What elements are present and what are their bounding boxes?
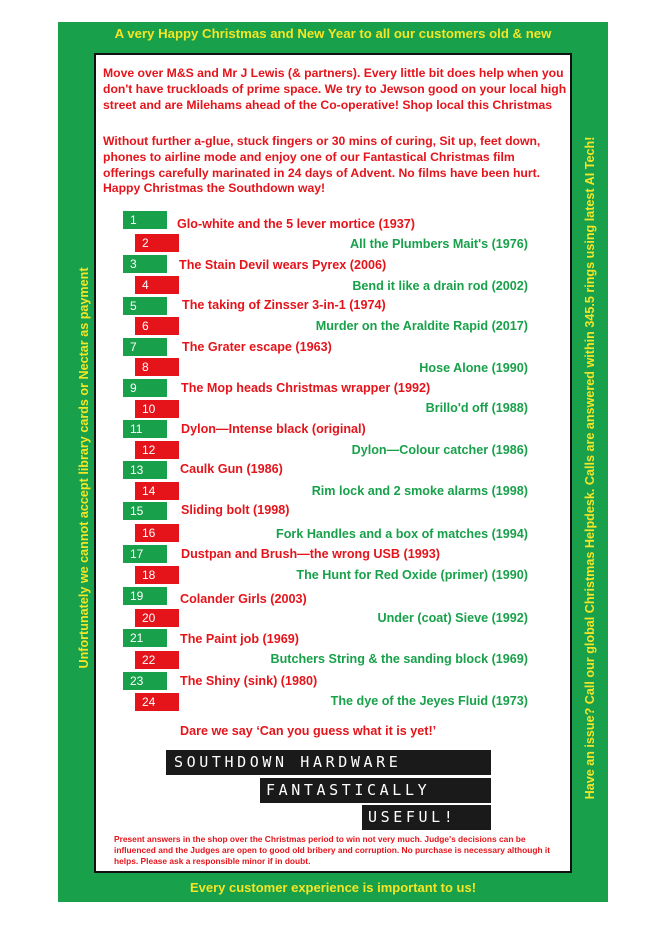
film-title-3: The Stain Devil wears Pyrex (2006) xyxy=(179,258,387,272)
film-title-19: Colander Girls (2003) xyxy=(180,592,307,606)
advent-number-1: 1 xyxy=(123,211,167,229)
film-title-4: Bend it like a drain rod (2002) xyxy=(352,279,528,293)
advent-number-8: 8 xyxy=(135,358,179,376)
advent-number-5: 5 xyxy=(123,297,167,315)
slogan-line-1: SOUTHDOWN HARDWARE xyxy=(166,750,491,775)
film-title-2: All the Plumbers Mait's (1976) xyxy=(350,237,528,251)
advent-number-14: 14 xyxy=(135,482,179,500)
film-title-15: Sliding bolt (1998) xyxy=(181,503,290,517)
advent-number-18: 18 xyxy=(135,566,179,584)
top-banner: A very Happy Christmas and New Year to all our customers old & new xyxy=(114,26,552,41)
film-title-7: The Grater escape (1963) xyxy=(182,340,332,354)
advent-number-22: 22 xyxy=(135,651,179,669)
film-title-22: Butchers String & the sanding block (1969) xyxy=(270,652,528,666)
film-title-24: The dye of the Jeyes Fluid (1973) xyxy=(330,694,528,708)
advent-number-4: 4 xyxy=(135,276,179,294)
film-title-10: Brillo'd off (1988) xyxy=(425,401,528,415)
intro-paragraph-2: Without further a-glue, stuck fingers or 30 mins of curing, Sit up, feet down, phones to airline mode and enjoy one of our Fantastical Christmas film offerings carefully marinated in 24 days of Advent. No films have been hurt. Happy Christmas the Southdown way! xyxy=(103,134,541,196)
film-title-1: Glo-white and the 5 lever mortice (1937) xyxy=(177,217,415,231)
film-title-11: Dylon—Intense black (original) xyxy=(181,422,366,436)
advent-number-20: 20 xyxy=(135,609,179,627)
film-title-8: Hose Alone (1990) xyxy=(419,361,528,375)
film-title-20: Under (coat) Sieve (1992) xyxy=(377,611,528,625)
film-title-13: Caulk Gun (1986) xyxy=(180,462,283,476)
intro-paragraph-1: Move over M&S and Mr J Lewis (& partners). Every little bit does help when you don't have truckloads of prime space. We try to Jewson good on your local high street and are Milehams ahead of the Co-operative! Shop local this Christmas xyxy=(103,66,567,112)
film-title-14: Rim lock and 2 smoke alarms (1998) xyxy=(311,484,528,498)
advent-number-3: 3 xyxy=(123,255,167,273)
advent-number-17: 17 xyxy=(123,545,167,563)
advent-number-2: 2 xyxy=(135,234,179,252)
film-title-5: The taking of Zinsser 3-in-1 (1974) xyxy=(182,298,386,312)
film-title-12: Dylon—Colour catcher (1986) xyxy=(351,443,528,457)
advent-number-24: 24 xyxy=(135,693,179,711)
film-title-9: The Mop heads Christmas wrapper (1992) xyxy=(181,381,431,395)
advent-number-23: 23 xyxy=(123,672,167,690)
bottom-banner: Every customer experience is important to us! xyxy=(189,880,477,895)
advent-number-12: 12 xyxy=(135,441,179,459)
advent-number-15: 15 xyxy=(123,502,167,520)
advent-number-16: 16 xyxy=(135,524,179,542)
slogan-line-3: USEFUL! xyxy=(362,805,491,830)
advent-number-9: 9 xyxy=(123,379,167,397)
slogan-line-2: FANTASTICALLY xyxy=(260,778,491,803)
advent-number-6: 6 xyxy=(135,317,179,335)
dare-line: Dare we say ‘Can you guess what it is yet!’ xyxy=(180,724,437,738)
advent-number-11: 11 xyxy=(123,420,167,438)
film-title-18: The Hunt for Red Oxide (primer) (1990) xyxy=(296,568,528,582)
fine-print: Present answers in the shop over the Christmas period to win not very much. Judge's decisions can be influenced and the Judges are open to good old bribery and corruption. No purchase is necessary although it helps. Please ask a responsible minor if in doubt. xyxy=(114,834,551,866)
advent-number-10: 10 xyxy=(135,400,179,418)
film-title-21: The Paint job (1969) xyxy=(180,632,299,646)
left-side-banner: Unfortunately we cannot accept library cards or Nectar as payment xyxy=(77,267,91,669)
advent-number-7: 7 xyxy=(123,338,167,356)
film-title-17: Dustpan and Brush—the wrong USB (1993) xyxy=(181,547,440,561)
advent-number-13: 13 xyxy=(123,461,167,479)
film-title-6: Murder on the Araldite Rapid (2017) xyxy=(315,319,528,333)
film-title-23: The Shiny (sink) (1980) xyxy=(180,674,318,688)
advent-number-19: 19 xyxy=(123,587,167,605)
advent-number-21: 21 xyxy=(123,629,167,647)
right-side-banner: Have an issue? Call our global Christmas Helpdesk. Calls are answered within 345.5 rings using latest AI Tech! xyxy=(583,136,597,800)
film-title-16: Fork Handles and a box of matches (1994) xyxy=(276,527,528,541)
